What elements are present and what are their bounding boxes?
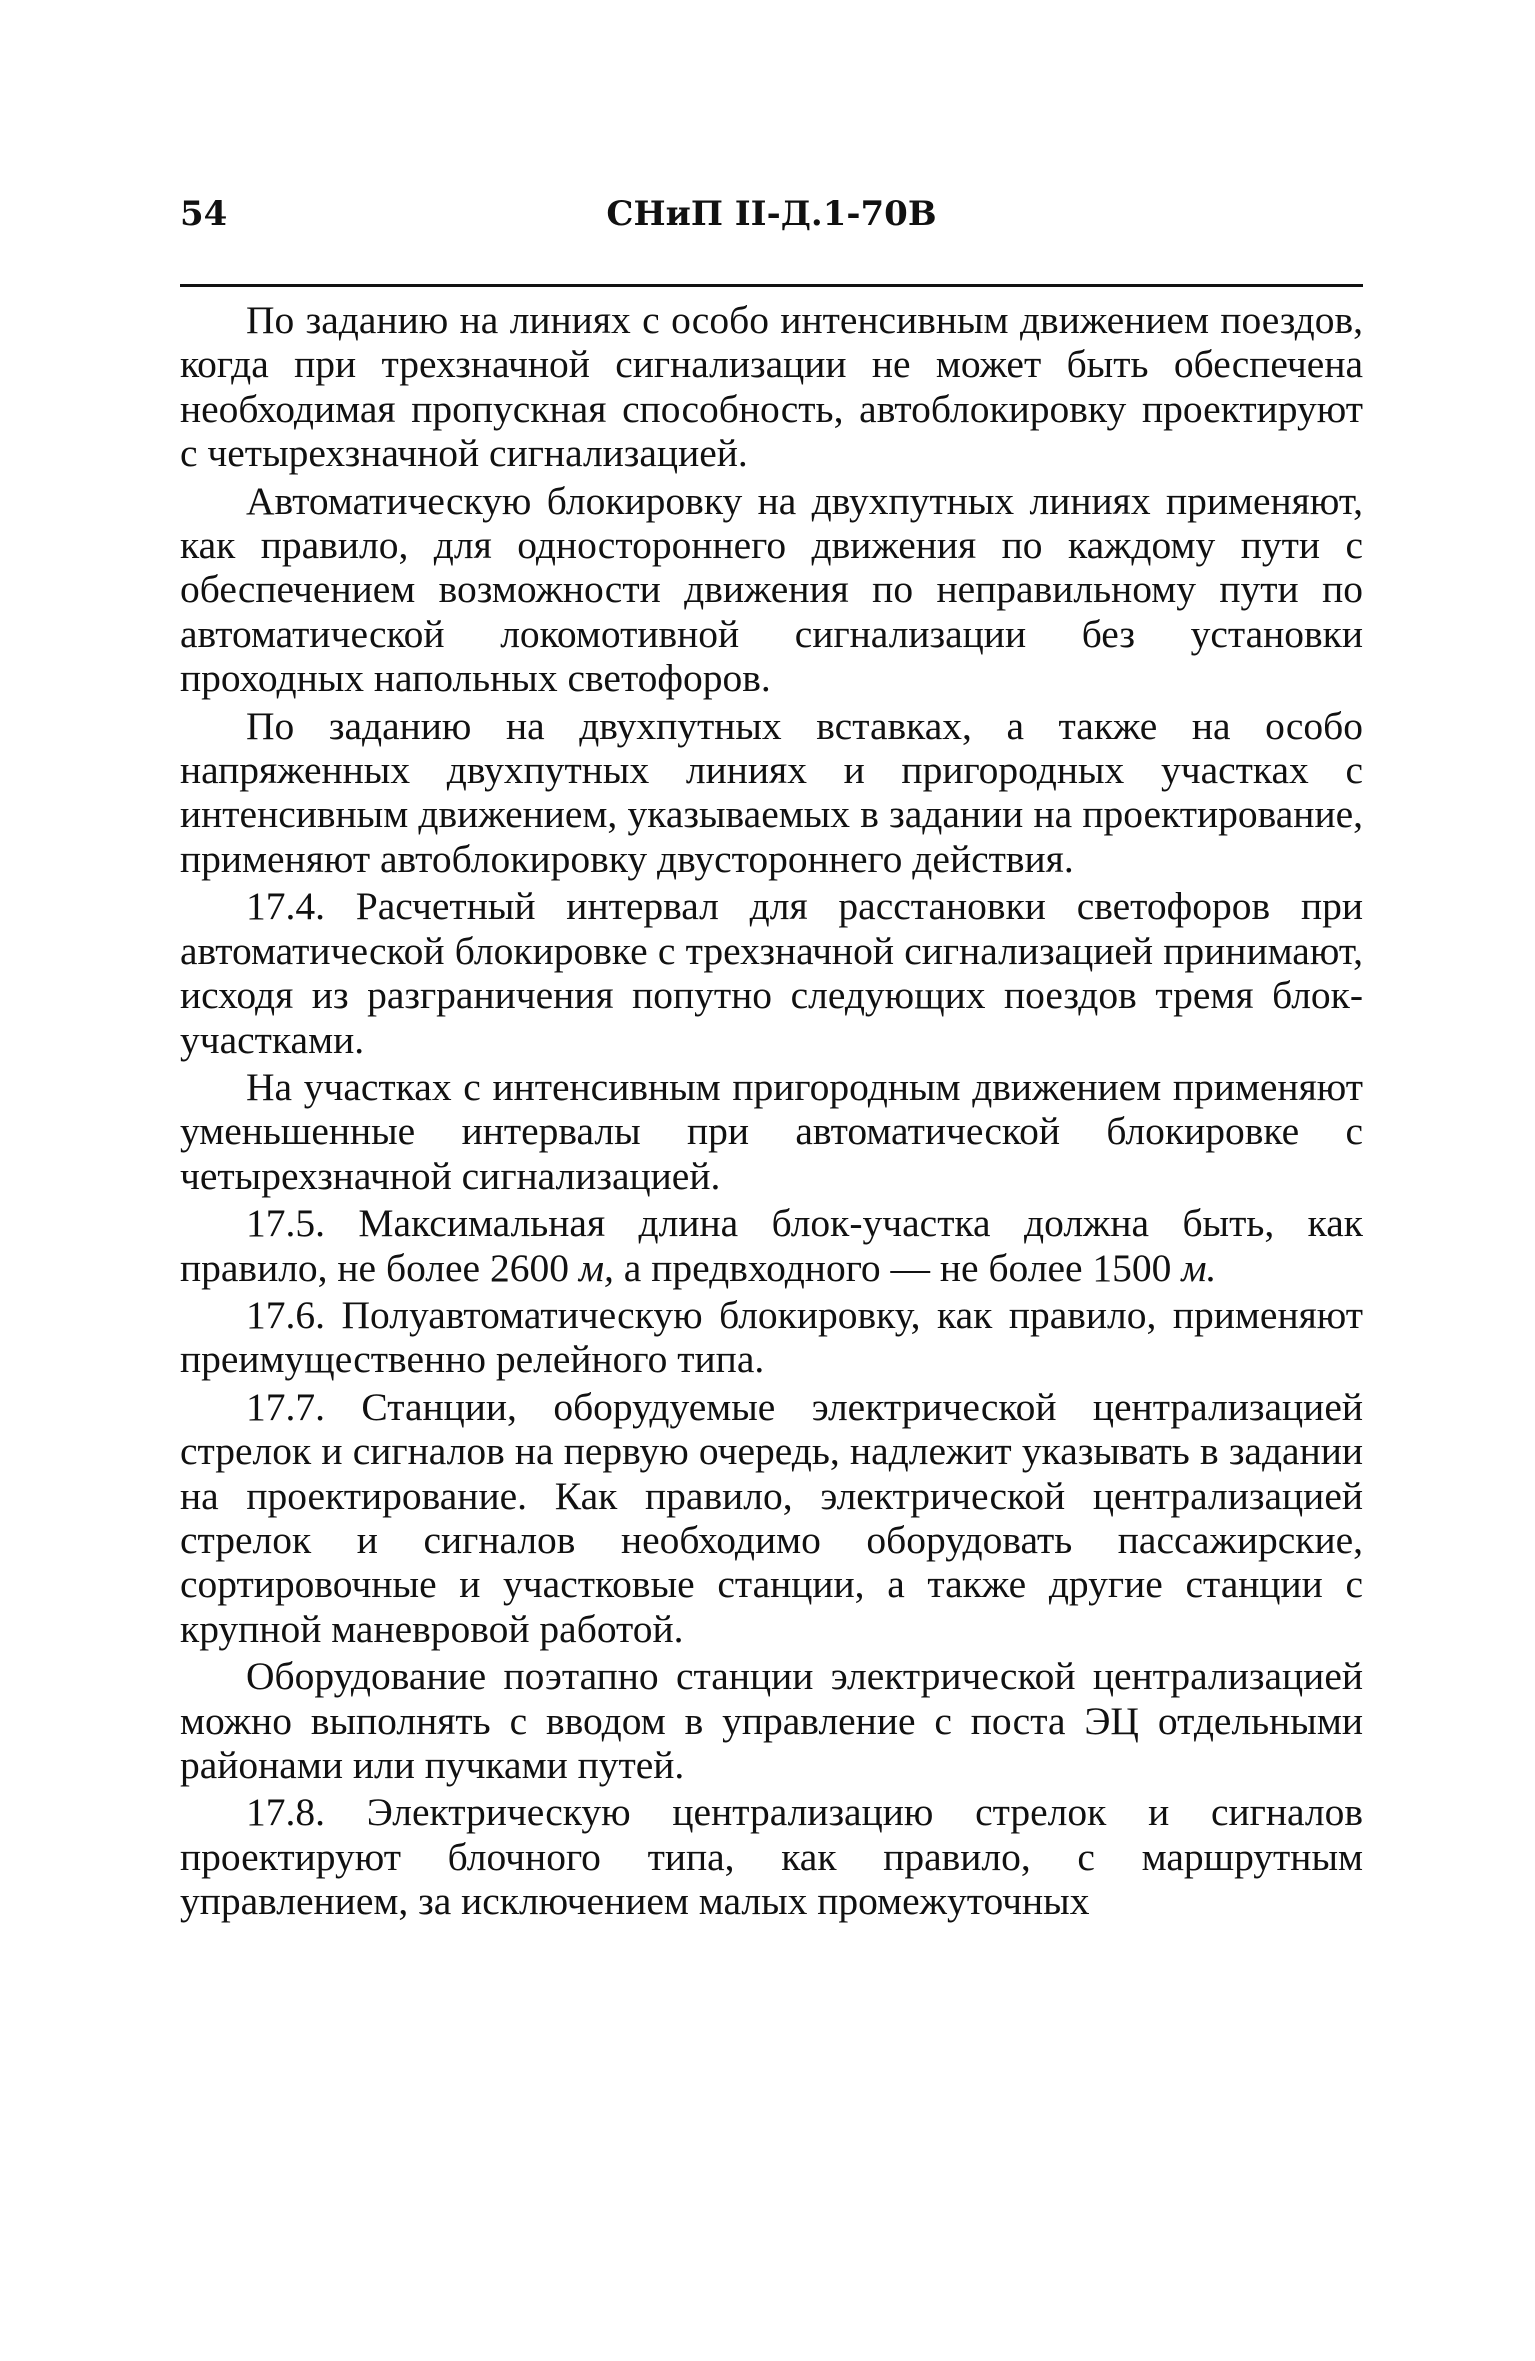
paragraph-17-4: 17.4. Расчетный интервал для расстановки светофоров при автоматической блокировке с трехзначной сигнализацией принимают, исходя из разграничения попутно следующих поездов тремя блок-участками. (180, 884, 1363, 1062)
body-text (180, 298, 1363, 1924)
header-rule (180, 284, 1363, 287)
paragraph-17-7: 17.7. Станции, оборудуемые электрической централизацией стрелок и сигналов на первую очередь, надлежит указывать в задании на проектирование. Как правило, электрической централизацией стрелок и сигналов необходимо оборудовать пассажирские, сортировочные и участковые станции, а также другие станции с крупной маневровой работой. (180, 1384, 1363, 1651)
paragraph-17-8: 17.8. Электрическую централизацию стрелок и сигналов проектируют блочного типа, как правило, с маршрутным управлением, за исключением малых промежуточных (180, 1790, 1363, 1924)
unit-meters: м, (578, 1245, 614, 1290)
paragraph-17-5 (180, 1201, 1363, 1290)
paragraph: Автоматическую блокировку на двухпутных линиях применяют, как правило, для одностороннего движения по каждому пути с обеспечением возможности движения по неправильному пути по автоматической локомотивной сигнализации без установки проходных напольных светофоров. (180, 478, 1363, 701)
paragraph: По заданию на двухпутных вставках, а также на особо напряженных двухпутных линиях и пригородных участках с интенсивным движением, указываемых в задании на проектирование, применяют автоблокировку двустороннего действия. (180, 703, 1363, 881)
page-header (180, 190, 1363, 238)
paragraph: По заданию на линиях с особо интенсивным движением поездов, когда при трехзначной сигнализации не может быть обеспечена необходимая пропускная способность, автоблокировку проектируют с четырехзначной сигнализацией. (180, 298, 1363, 476)
paragraph-17-5-part-b: а предвходного — не более 1500 (613, 1245, 1172, 1290)
page-number: 54 (180, 194, 228, 234)
paragraph: На участках с интенсивным пригородным движением применяют уменьшенные интервалы при автоматической блокировке с четырехзначной сигнализацией. (180, 1064, 1363, 1198)
paragraph: Оборудование поэтапно станции электрической централизацией можно выполнять с вводом в управление с поста ЭЦ отдельными районами или пучками путей. (180, 1654, 1363, 1787)
unit-meters: м. (1181, 1245, 1217, 1290)
paragraph-17-6: 17.6. Полуавтоматическую блокировку, как правило, применяют преимущественно релейного типа. (180, 1292, 1363, 1382)
paragraph-17-5-part-a: 17.5. Максимальная длина блок-участка должна быть, как правило, не более 2600 (180, 1201, 1363, 1290)
document-code: СНиП II-Д.1-70В (606, 194, 937, 234)
